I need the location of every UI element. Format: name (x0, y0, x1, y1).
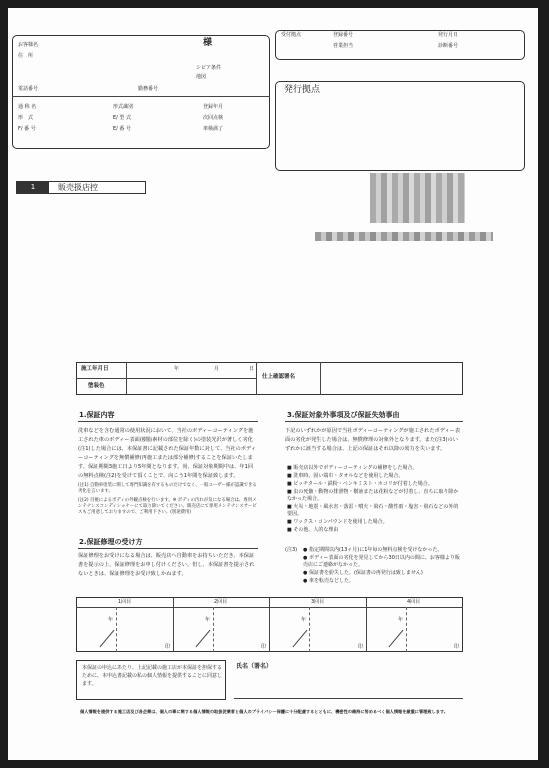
list-item: ■ 販売店以外でボディーコーティングの補修をした場合。 (287, 465, 418, 471)
finish-confirm-label: 仕上確認署名 (262, 374, 296, 380)
f-number-label: F/ 番 号 (18, 126, 36, 132)
sec1-note2: (注2) 目視によるボディの外観点検を行います。※ ボディの汚れが気になる場合は、専用メンテナンスコンディショナーにて取り除いてください。販売店にて専用メンテナンスサービスもご用意しておりますので、ご利用下さい。(別途費用) (78, 498, 257, 515)
work-day-label: 日 (249, 366, 255, 372)
blurred-company-name-image (315, 232, 493, 241)
model-label: 形 式 (18, 115, 34, 121)
list-item: ■ その他、人的な理由 (287, 527, 339, 533)
sec1-note1: (注1) 自動車塗装に関して専門知識を有するものだけでなく、一般ユーザー様が認識できる劣化を言います。 (78, 483, 257, 494)
sec2-title: 2.保証修理の受け方 (79, 538, 143, 546)
list-item: ● 車を転売などした。 (303, 578, 354, 584)
sec1-title: 1.保証内容 (79, 411, 115, 419)
inspection-seal-2: 印 (261, 644, 267, 650)
work-phone-label: 勤務番号 (138, 86, 159, 92)
inspection-seal-1: 印 (165, 644, 171, 650)
inspection-year-1: 年 (108, 617, 114, 623)
coating-color-label: 塗装色 (88, 383, 105, 389)
phone-label: 電話番号 (18, 86, 39, 92)
receipt-branch-label: 受付拠点 (281, 32, 302, 38)
inspection-header-1: 1回目 (118, 599, 132, 605)
diag-number-label: 診断番号 (438, 43, 459, 49)
next-inspection-label: 次回点検 (203, 115, 224, 121)
list-item: ● 保証書を紛失した。(保証書の再発行は致しません) (303, 570, 423, 576)
area-label: 地図 (196, 74, 207, 80)
sec3-title: 3.保証対象外事項及び保証失効事由 (287, 411, 400, 419)
sec3-intro: 下記のいずれかが原因で当社ボディーコーティングが施工されたボディー表面の劣化が発生した場合は、無償修理の対象外となります。また(注3)のいずれかに該当する場合は、上記の保証はそれ以降の効力を失います。 (285, 428, 461, 452)
sec1-body: 洗車などを含む通常の使用状況において、当社のボディーコーティングを施工された車のボディー表面(樹脂素材の部位を除く)の塗装光沢が著しく劣化(注1)した場合には、本保証書に記載された保証年数に対して、当社のボディーコーティングを無償補修(再施工または部分補修)することを保証いたします。保証期間3施工日より5年間となります。尚、保証対象期間中は、年1回の無料点検(注2)を受けて頂くことで、向こう1年間を保証致します。 (78, 428, 257, 479)
inspection-year-3: 年 (301, 617, 307, 623)
e-model-label: E/ 型 式 (113, 115, 132, 121)
footer-privacy-text: 個人情報を提供する施工店及び各企業は、個人の事に関する個人情報の取扱従業者と個人のプライバシー保護に十分配慮するとともに、機密性の維持に努めるべく個人情報を厳重に管理致します。 (80, 709, 448, 714)
list-item: ■ ピッチタール・鉄粉・ペンキミスト・ホコリが付着した場合。 (287, 481, 433, 487)
address-label: 住 所 (18, 53, 34, 59)
note3-label: (注3) (285, 547, 298, 553)
sales-rep-label: 営業担当 (333, 43, 354, 49)
list-item: ■ 虫の死骸・動物の排泄物・樹液または花粉などが付着し、直ちに取り除かなかった場合。 (287, 489, 459, 502)
list-item: ■ ワックス・コンパウンドを使用した場合。 (287, 519, 388, 525)
inspection-header-3: 3回目 (311, 599, 325, 605)
work-date-label: 施工年月日 (81, 366, 109, 372)
inspection-year-4: 年 (398, 617, 404, 623)
list-item: ● 指定期間以内(13ヶ月)に1年毎の無料点検を受けなかった。 (303, 547, 443, 553)
sama-label: 様 (203, 38, 213, 48)
warranty-document (8, 8, 538, 760)
city-label: シビア条件 (196, 65, 222, 71)
section-title: 販売扱店控 (58, 183, 98, 192)
work-month-label: 月 (214, 366, 220, 372)
inspection-seal-4: 印 (454, 644, 460, 650)
section-number-badge: 1 (17, 182, 49, 193)
sec2-body: 保証修理をお受けになる場合は、販売店へ自動車をお持ちいただき、本保証書を提示の上、保証修理をお申し付けください。但し、本保証書を提示されないときは、保証修理をお受け致しかねます。 (78, 553, 255, 577)
inspection-year-2: 年 (205, 617, 211, 623)
list-item: ■ 洗車時、固い端巾・タオルなどを使用した場合。 (287, 473, 404, 479)
consent-text: 本保証の申込にあたり、上記記載の施工店が本保証を担保するために、本申込書記載の私の個人情報を提供することに同意します。 (82, 665, 223, 687)
inspection-seal-3: 印 (358, 644, 364, 650)
receipt-info-box (275, 30, 525, 60)
signature-line (234, 698, 463, 699)
inspection-header-4: 4回目 (407, 599, 421, 605)
vehicle-complete-label: 車検満了 (203, 126, 224, 132)
customer-name-label: お客様名 (18, 42, 39, 48)
signature-label: 氏名（署名） (236, 663, 273, 670)
inspection-header-2: 2回目 (214, 599, 228, 605)
blurred-logo-image (370, 173, 465, 223)
e-number-label: E/ 番 号 (113, 126, 132, 132)
issue-branch-title: 発行拠点 (284, 85, 321, 95)
work-year-label: 年 (174, 366, 180, 372)
reg-number-label: 登録番号 (333, 32, 354, 38)
list-item: ● ボディー表面の劣化を発見してから30日以内の間に、お客様より販売店にご連絡がなかった。 (303, 555, 460, 568)
car-name-label: 通 称 名 (18, 104, 37, 110)
model-id-label: 形式識別 (113, 104, 134, 110)
reg-year-label: 登録年月 (203, 104, 224, 110)
issue-date-label: 発行月日 (438, 32, 459, 38)
list-item: ■ 火災・地震・風水害・落雷・噴火・飛石・酸性雨・塩害・飛石などの外的要因。 (287, 504, 459, 517)
